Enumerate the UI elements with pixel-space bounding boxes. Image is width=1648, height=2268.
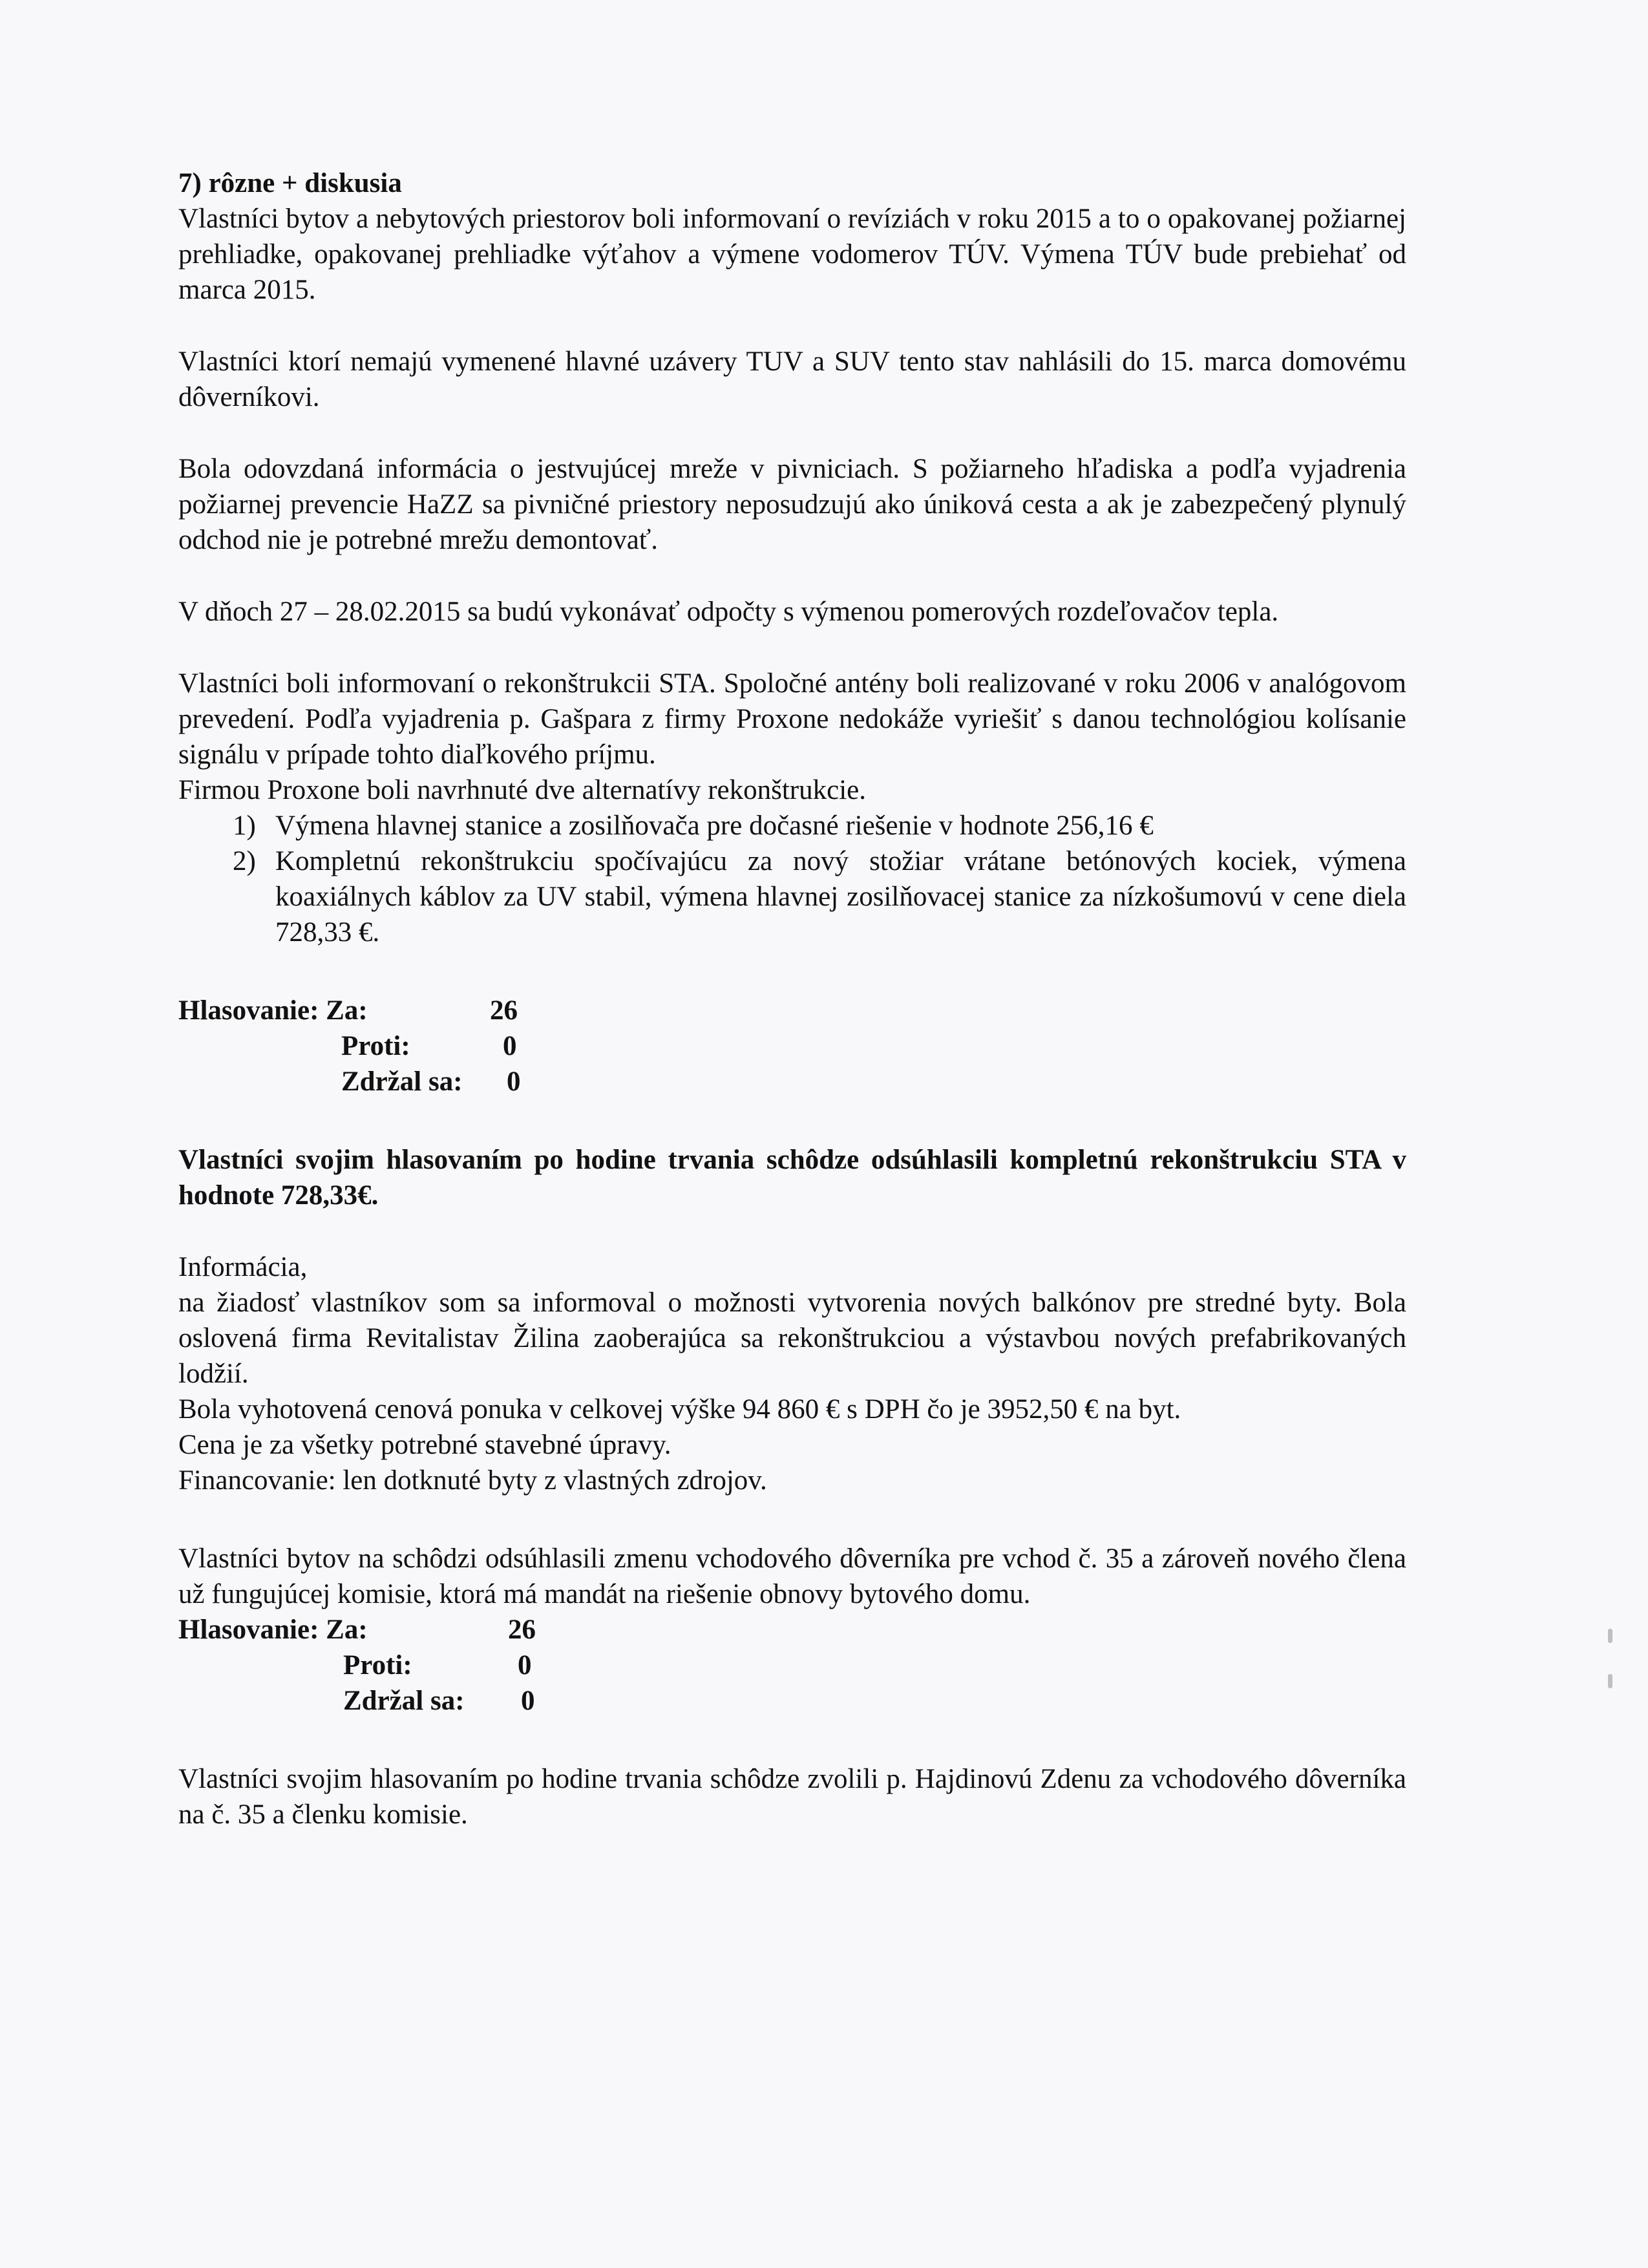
vote-za-value: 26 xyxy=(490,995,518,1026)
vote-za-value: 26 xyxy=(508,1615,536,1645)
info-title: Informácia, xyxy=(178,1252,308,1282)
vote-proti-label: Proti: xyxy=(341,1031,410,1061)
vote-zdrzal-value: 0 xyxy=(521,1686,535,1716)
info-price-scope: Cena je za všetky potrebné stavebné úpravy. xyxy=(178,1430,671,1460)
vote-block-2 xyxy=(178,1612,1406,1719)
section-heading: 7) rôzne + diskusia xyxy=(178,168,402,198)
paragraph-basement-grille: Bola odovzdaná informácia o jestvujúcej mreže v pivniciach. S požiarneho hľadiska a podľa vyjadrenia požiarnej prevencie HaZZ sa pivničné priestory neposudzujú ako úniková cesta a ak je zabezpečený plynulý odchod nie je potrebné mrežu demontovať. xyxy=(178,454,1406,555)
paragraph-sta-reconstruction: Vlastníci boli informovaní o rekonštrukcii STA. Spoločné antény boli realizované v roku 2006 v analógovom prevedení. Podľa vyjadrenia p. Gašpara z firmy Proxone nedokáže vyriešiť s danou technológiou kolísanie signálu v prípade tohto diaľkového príjmu. xyxy=(178,668,1406,770)
paragraph-meter-readings: V dňoch 27 – 28.02.2015 sa budú vykonávať odpočty s výmenou pomerových rozdeľovačov tepla. xyxy=(178,597,1279,627)
alternatives-list xyxy=(233,808,1406,950)
paragraph-trustee-change: Vlastníci bytov na schôdzi odsúhlasili zmenu vchodového dôverníka pre vchod č. 35 a zároveň nového člena už fungujúcej komisie, ktorá má mandát na riešenie obnovy bytového domu. xyxy=(178,1543,1406,1609)
list-item xyxy=(233,843,1406,950)
vote-proti-value: 0 xyxy=(503,1031,517,1061)
paragraph-valves: Vlastníci ktorí nemajú vymenené hlavné uzávery TUV a SUV tento stav nahlásili do 15. marca domovému dôverníkovi. xyxy=(178,346,1406,412)
list-item xyxy=(233,808,1406,843)
scan-speck xyxy=(1608,1674,1612,1688)
vote-za-label: Za: xyxy=(326,995,368,1026)
vote-label: Hlasovanie: xyxy=(178,1615,319,1645)
document-body xyxy=(178,165,1406,1832)
resolution-sta: Vlastníci svojim hlasovaním po hodine trvania schôdze odsúhlasili kompletnú rekonštrukciu STA v hodnote 728,33€. xyxy=(178,1145,1406,1211)
info-price-offer: Bola vyhotovená cenová ponuka v celkovej výške 94 860 € s DPH čo je 3952,50 € na byt. xyxy=(178,1394,1181,1425)
scan-speck xyxy=(1608,1629,1612,1643)
list-item-text: Výmena hlavnej stanice a zosilňovača pre dočasné riešenie v hodnote 256,16 € xyxy=(275,811,1154,841)
list-item-number: 1) xyxy=(233,811,256,841)
info-balconies: na žiadosť vlastníkov som sa informoval o možnosti vytvorenia nových balkónov pre stredné byty. Bola oslovená firma Revitalistav Žilina zaoberajúca sa rekonštrukciou a výstavbou nových prefabrikovaných lodžií. xyxy=(178,1288,1406,1389)
paragraph-revisions: Vlastníci bytov a nebytových priestorov boli informovaní o revíziách v roku 2015 a to o opakovanej požiarnej prehliadke, opakovanej prehliadke výťahov a výmene vodomerov TÚV. Výmena TÚV bude prebiehať od marca 2015. xyxy=(178,204,1406,305)
vote-zdrzal-label: Zdržal sa: xyxy=(341,1066,463,1097)
vote-zdrzal-label: Zdržal sa: xyxy=(343,1686,465,1716)
vote-proti-label: Proti: xyxy=(343,1650,412,1680)
vote-block-1 xyxy=(178,993,1406,1099)
list-item-text: Kompletnú rekonštrukciu spočívajúcu za nový stožiar vrátane betónových kociek, výmena koaxiálnych káblov za UV stabil, výmena hlavnej zosilňovacej stanice za nízkošumovú v cene diela 728,33 €. xyxy=(275,846,1406,948)
paragraph-alternatives-intro: Firmou Proxone boli navrhnuté dve alternatívy rekonštrukcie. xyxy=(178,775,866,805)
vote-za-label: Za: xyxy=(326,1615,368,1645)
info-financing: Financovanie: len dotknuté byty z vlastných zdrojov. xyxy=(178,1465,767,1496)
list-item-number: 2) xyxy=(233,846,256,876)
vote-zdrzal-value: 0 xyxy=(507,1066,521,1097)
vote-proti-value: 0 xyxy=(518,1650,532,1680)
vote-label: Hlasovanie: xyxy=(178,995,319,1026)
resolution-trustee: Vlastníci svojim hlasovaním po hodine trvania schôdze zvolili p. Hajdinovú Zdenu za vchodového dôverníka na č. 35 a členku komisie. xyxy=(178,1764,1406,1830)
